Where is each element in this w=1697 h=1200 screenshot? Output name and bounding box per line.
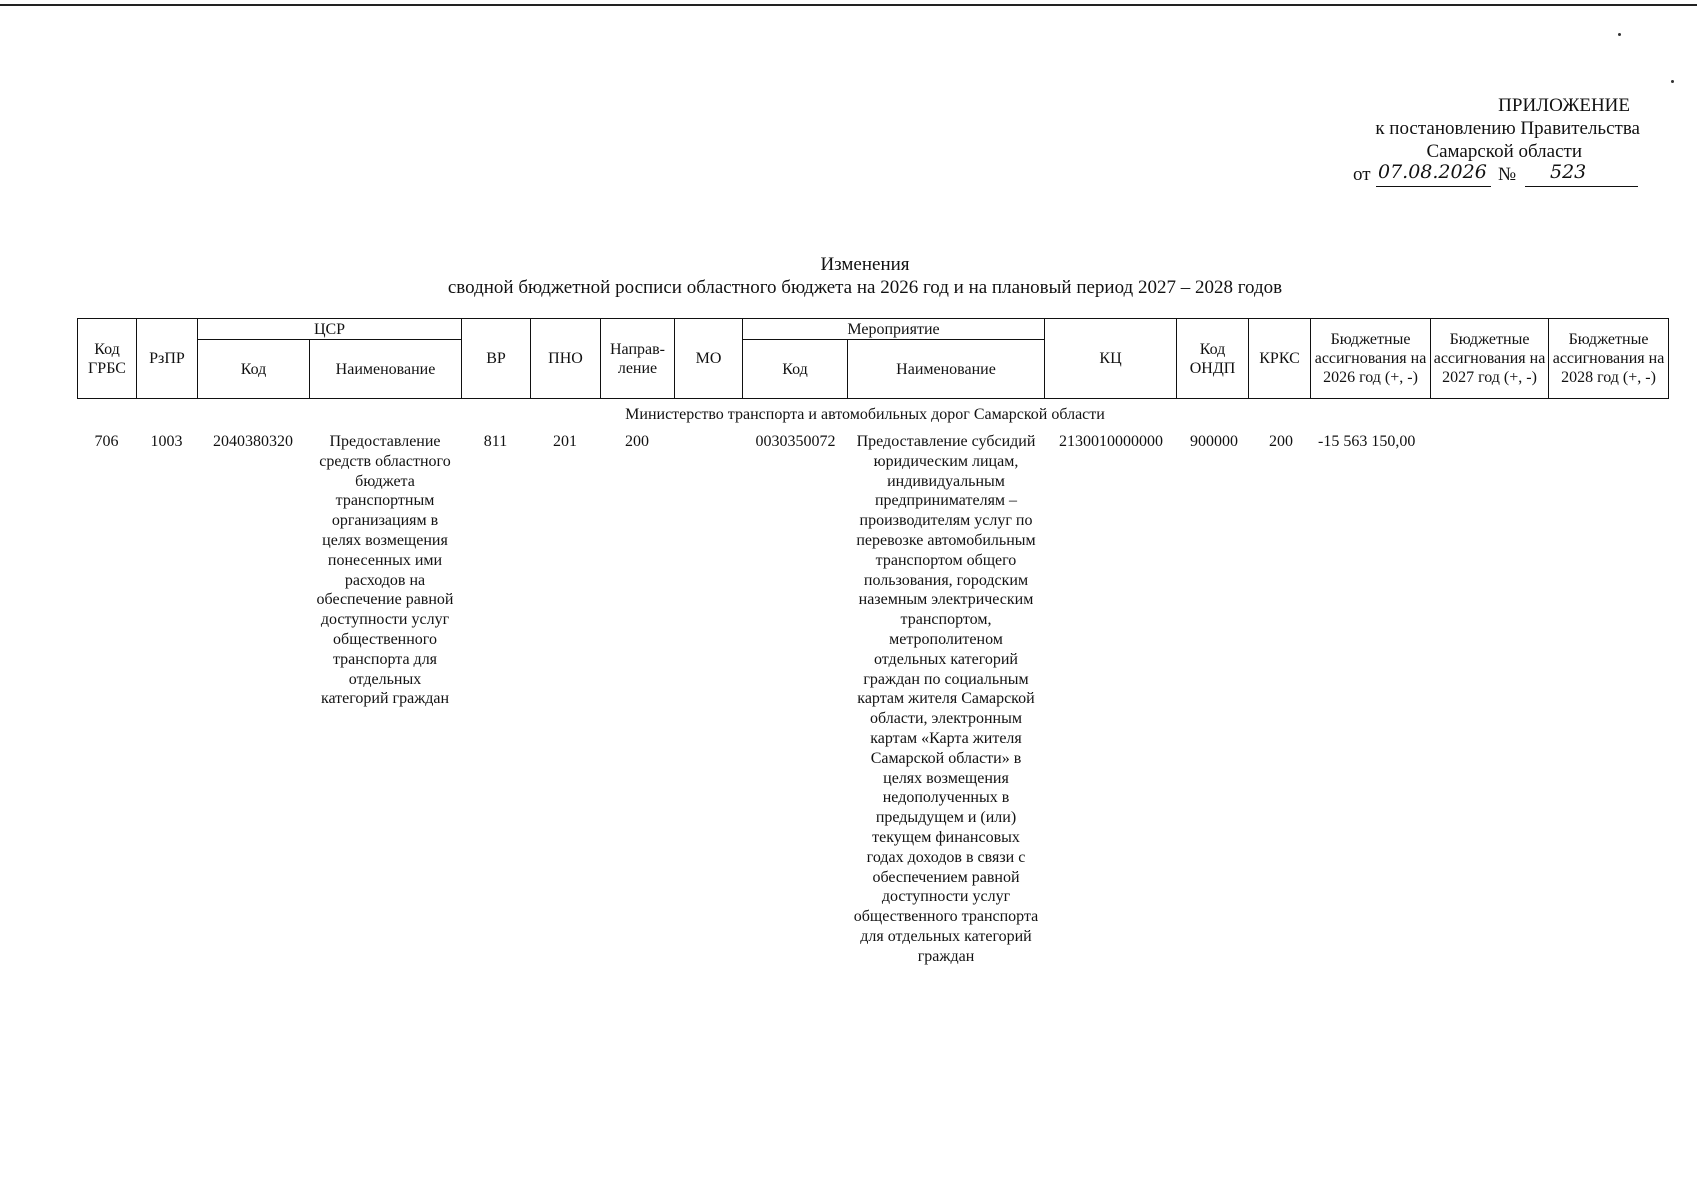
header-vr: ВР — [462, 319, 531, 399]
scan-speck — [1671, 80, 1674, 83]
title-line-1: Изменения — [820, 254, 910, 275]
header-pno: ПНО — [531, 319, 601, 399]
header-mer-name: Наименование — [848, 340, 1045, 399]
number-sign: № — [1498, 164, 1517, 185]
cell-krks: 200 — [1269, 433, 1293, 450]
header-ba-2028: Бюджетные ассигнования на 2028 год (+, -) — [1549, 319, 1669, 399]
appendix-block — [1340, 94, 1640, 189]
appendix-line-2: к постановлению Правительства — [1375, 118, 1640, 139]
header-krks: КРКС — [1249, 319, 1311, 399]
header-csr-kod: Код — [198, 340, 310, 399]
header-mo: МО — [675, 319, 743, 399]
header-mer-kod: Код — [743, 340, 848, 399]
number-underline — [1525, 186, 1638, 187]
cell-rzpr: 1003 — [150, 433, 183, 450]
cell-vr: 811 — [483, 433, 508, 450]
header-ba-2026: Бюджетные ассигнования на 2026 год (+, -) — [1311, 319, 1431, 399]
cell-kod-ondp: 900000 — [1190, 433, 1238, 450]
date-underline — [1376, 186, 1491, 187]
header-csr-name: Наименование — [310, 340, 462, 399]
header-meropriyatie: Мероприятие — [743, 319, 1045, 340]
appendix-line-3: Самарской области — [1426, 141, 1582, 162]
header-ba-2027: Бюджетные ассигнования на 2027 год (+, -) — [1431, 319, 1549, 399]
cell-csr-name: Предоставление средств областного бюджета транспортным организациям в целях возмещения понесенных ими расходов на обеспечение равной доступности услуг общественного транспорта для отдельных категорий граждан — [316, 433, 454, 708]
scan-speck — [1618, 33, 1621, 36]
cell-kod-grbs: 706 — [94, 433, 119, 450]
header-napr: Направ-ление — [601, 319, 675, 399]
header-csr: ЦСР — [198, 319, 462, 340]
date-prefix: от — [1353, 164, 1371, 185]
cell-csr-kod: 2040380320 — [213, 433, 293, 450]
appendix-date-line — [1340, 163, 1640, 189]
cell-ba-2026: -15 563 150,00 — [1318, 433, 1416, 450]
handwritten-date: 07.08.2026 — [1378, 161, 1487, 183]
header-kod-grbs: Код ГРБС — [78, 319, 137, 399]
header-rzpr: РзПР — [137, 319, 198, 399]
ministry-heading: Министерство транспорта и автомобильных дорог Самарской области — [625, 406, 1105, 423]
cell-kc: 2130010000000 — [1059, 433, 1163, 450]
budget-table-header — [77, 318, 1669, 399]
cell-pno: 201 — [553, 433, 577, 450]
appendix-title: ПРИЛОЖЕНИЕ — [1498, 95, 1630, 116]
scan-border-line — [0, 4, 1697, 6]
cell-napr: 200 — [625, 433, 649, 450]
cell-mer-kod: 0030350072 — [755, 433, 836, 450]
cell-mer-name: Предоставление субсидий юридическим лицам, индивидуальным предпринимателям – производителям услуг по перевозке автомобильным транспортом общего пользования, городским наземным электрическим транспортом, метрополитеном отдельных категорий граждан по социальным картам жителя Самарской области, электронным картам «Карта жителя Самарской области» в целях возмещения недополученных в предыдущем и (или) текущем финансовых годах доходов в связи с обеспечением равной доступности услуг общественного транспорта для отдельных категорий граждан — [853, 433, 1039, 965]
header-kod-ondp: Код ОНДП — [1177, 319, 1249, 399]
header-kc: КЦ — [1045, 319, 1177, 399]
document-title — [0, 253, 1697, 299]
title-line-2: сводной бюджетной росписи областного бюджета на 2026 год и на плановый период 2027 – 2028 годов — [447, 277, 1283, 298]
handwritten-number: 523 — [1550, 161, 1587, 183]
